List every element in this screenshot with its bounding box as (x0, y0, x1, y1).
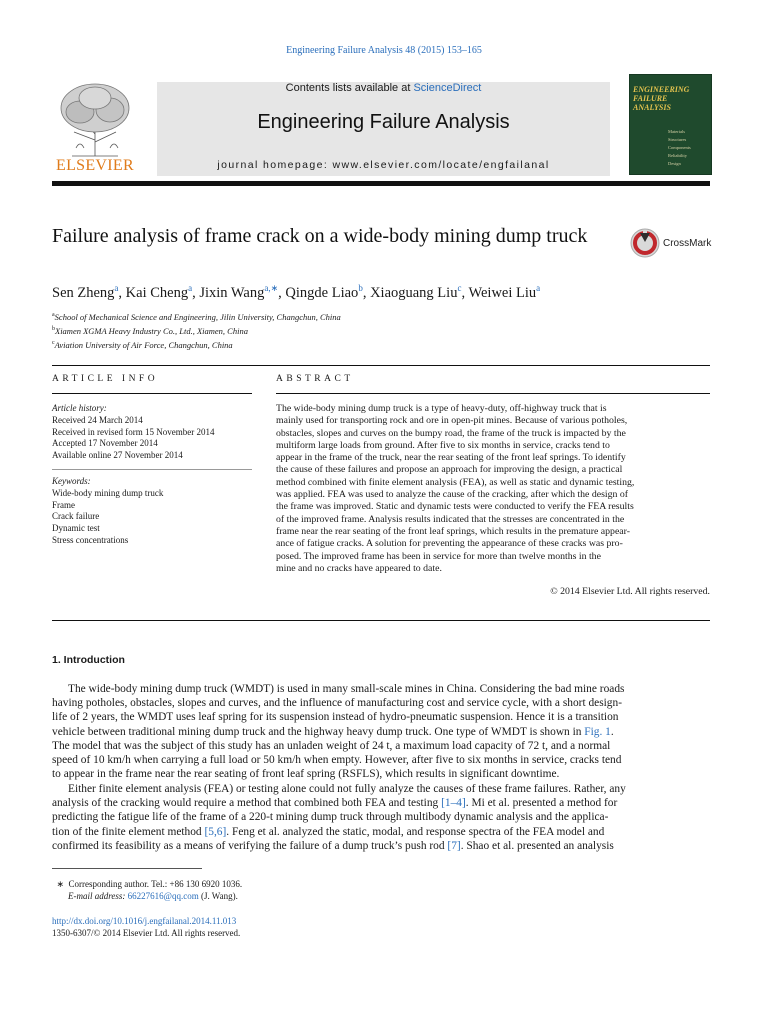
doi-link[interactable]: http://dx.doi.org/10.1016/j.engfailanal.2014.11.013 (52, 916, 237, 926)
reference-link[interactable]: [1–4] (441, 797, 466, 810)
email-label: E-mail address: (68, 891, 128, 901)
keyword: Dynamic test (52, 523, 100, 534)
cover-title-line: ENGINEERING (633, 85, 690, 94)
abstract-line: multiform large loads from ground. After five to six months in service, cracks tend to (276, 439, 610, 451)
body-line: speed of 10 km/h when carrying a full load or 50 km/h when empty. However, after five to six months in service, cracks tend (52, 754, 622, 767)
body-line-text: vehicle between traditional mining dump truck and the highway heavy dump truck. One type of WMDT is shown in (52, 725, 585, 738)
abstract-heading-divider (276, 393, 710, 394)
body-line-text: Either finite element analysis (FEA) or testing alone could not fully analyze the causes of these frame failures. Rather, any (68, 783, 626, 795)
affiliation-text: Xiamen XGMA Heavy Industry Co., Ltd., Xiamen, China (55, 325, 248, 336)
body-line-text: . Shao et al. presented an analysis (460, 839, 614, 852)
body-line: predicting the fatigue life of the frame of a 220-t mining dump truck through multibody dynamic analysis and the applica- (52, 811, 609, 824)
cover-topic: Structures (668, 137, 687, 142)
footnote-star-icon: ∗ (52, 879, 69, 889)
author-name[interactable]: Sen Zheng (52, 284, 115, 301)
cover-topic: Design (668, 161, 681, 166)
author-affil-mark[interactable]: c (457, 283, 462, 293)
affiliation (52, 323, 732, 337)
journal-homepage[interactable]: journal homepage: www.elsevier.com/locate/engfailanal (217, 159, 550, 171)
footnote-divider (52, 868, 202, 869)
body-line (52, 796, 710, 810)
author-name[interactable]: Weiwei Liu (468, 284, 537, 301)
history-item: Available online 27 November 2014 (52, 450, 183, 461)
abstract-line: appear in the frame of the truck, near the rear seating of the front leaf springs. To identify (276, 452, 626, 464)
body-line: life of 2 years, the WMDT uses leaf spring for its suspension instead of hydro-pneumatic suspension. Hence it is a transition (52, 711, 619, 724)
cover-title-line: ANALYSIS (633, 103, 671, 112)
email-note (68, 890, 238, 902)
affiliations (52, 309, 732, 350)
cover-topic: Components (668, 145, 691, 150)
abstract-line: the frame was improved. Static and dynamic tests were conducted to verify the FEA results (276, 501, 634, 513)
author-affil-mark[interactable]: b (358, 283, 363, 293)
body-line (52, 839, 710, 853)
cover-topic: Reliability (668, 153, 687, 158)
abstract-text (276, 403, 710, 575)
author-name[interactable]: Kai Cheng (125, 284, 189, 301)
crossmark-icon[interactable] (630, 228, 660, 258)
cover-topics (668, 128, 708, 168)
info-top-divider (52, 365, 710, 366)
cover-title-line: FAILURE (633, 94, 668, 103)
sciencedirect-link[interactable]: ScienceDirect (413, 82, 482, 94)
affiliation-mark: b (52, 325, 55, 332)
author-list: Sen Zheng$^a$, Kai Cheng$^a$, Jixin Wang$^{a,∗}$, Qingde Liao$^b$, Xiaoguang Liu$^c$, Weiwei Liu$^a$ (52, 283, 541, 301)
author-affil-mark[interactable]: a (114, 283, 119, 293)
body-line-text: . Feng et al. analyzed the static, modal, and response spectra of the FEA model and (226, 825, 605, 838)
article-info-heading: ARTICLE INFO (52, 374, 159, 384)
author-affil-mark[interactable]: a (188, 283, 193, 293)
body-line-text: analysis of the cracking would require a method that combined both FEA and testing (52, 797, 442, 810)
corresponding-text: Corresponding author. Tel.: +86 130 6920 1036. (68, 879, 243, 889)
history-item: Received 24 March 2014 (52, 414, 143, 425)
author-affil-mark[interactable]: a,∗ (264, 283, 279, 293)
reference-link[interactable]: [5,6] (204, 825, 227, 838)
article-info (52, 403, 252, 547)
keywords-label: Keywords: (52, 475, 91, 486)
intro-paragraph-1 (52, 682, 710, 781)
body-line-text: tion of the finite element method (52, 825, 205, 838)
body-line: having potholes, obstacles, slopes and curves, and the influence of manufacturing cost and service cycle, with a short design- (52, 697, 622, 710)
body-line-text: The wide-body mining dump truck (WMDT) is used in many small-scale mines in China. Considering the bad mine roads (68, 683, 625, 695)
keyword: Stress concentrations (52, 534, 129, 545)
contents-line (157, 82, 610, 94)
affiliation-mark: c (52, 339, 55, 346)
history-label: Article history: (52, 403, 107, 413)
affiliation-text: School of Mechanical Science and Engineering, Jilin University, Changchun, China (54, 311, 341, 322)
abstract-line: mainly used for transporting rock and ore in open-pit mines. Because of various potholes, (276, 415, 628, 427)
keyword: Wide-body mining dump truck (52, 487, 164, 498)
email-link[interactable]: 66227616@qq.com (127, 891, 199, 901)
publisher-name: ELSEVIER (56, 157, 134, 174)
abstract-heading: ABSTRACT (276, 374, 354, 384)
body-line (52, 782, 710, 796)
section-heading-introduction: 1. Introduction (52, 654, 125, 666)
body-line (52, 825, 710, 839)
author-name[interactable]: Jixin Wang (199, 284, 265, 301)
abstract-line: was applied. FEA was used to analyze the cause of the cracking, after which the design of (276, 489, 629, 501)
info-divider (52, 469, 252, 470)
keyword: Crack failure (52, 511, 100, 522)
abstract-line: frame near the rear seating of the front leaf springs, which results in the premature appear- (276, 525, 630, 537)
info-heading-divider (52, 393, 252, 394)
body-line (52, 682, 710, 696)
author-name[interactable]: Xiaoguang Liu (370, 284, 458, 301)
paper-title: Failure analysis of frame crack on a wide-body mining dump truck (52, 225, 588, 247)
journal-title: Engineering Failure Analysis (257, 111, 510, 133)
history-item: Accepted 17 November 2014 (52, 438, 158, 449)
abstract-line: posed. The improved frame has been in service for more than twelve months in the (276, 550, 601, 562)
abstract-copyright: © 2014 Elsevier Ltd. All rights reserved. (550, 586, 710, 597)
abstract-line: method combined with finite element analysis (FEA), as well as static and dynamic testing, (276, 476, 635, 488)
body-line: The model that was the subject of this study has an unladen weight of 24 t, a maximum load capacity of 72 t, and a normal (52, 739, 611, 752)
cover-topic: Materials (668, 129, 685, 134)
affiliation (52, 309, 732, 323)
corresponding-author-note (52, 878, 242, 890)
abstract-line: the cause of these failures and propose an approach for improving the design, a practical (276, 464, 623, 476)
abstract-line: The wide-body mining dump truck is a type of heavy-duty, off-highway truck that is (276, 403, 607, 414)
intro-paragraph-2 (52, 782, 710, 853)
abstract-bottom-divider (52, 620, 710, 621)
affiliation (52, 337, 732, 351)
keyword: Frame (52, 499, 75, 510)
abstract-line: of the improved frame. Analysis results indicated that the stresses are concentrated in the (276, 513, 625, 525)
contents-prefix: Contents lists available at (285, 82, 414, 94)
body-line-text: . Mi et al. presented a method for (465, 797, 618, 810)
crossmark-label[interactable]: CrossMark (663, 238, 712, 249)
history-item: Received in revised form 15 November 2014 (52, 426, 215, 437)
journal-reference[interactable]: Engineering Failure Analysis 48 (2015) 153–165 (286, 45, 482, 56)
body-line-text: confirmed its feasibility as a means of verifying the failure of a dump truck’s push rod (52, 839, 448, 852)
email-suffix: (J. Wang). (198, 891, 238, 901)
abstract-line: obstacles, slopes and curves on the bumpy road, the frame of the truck is impacted by the (276, 427, 626, 439)
body-line: vehicle between traditional mining dump truck and the highway heavy dump truck. One type of WMDT is shown in Fig. 1. (52, 725, 614, 738)
header-divider (52, 181, 710, 186)
affiliation-text: Aviation University of Air Force, Changchun, China (54, 339, 233, 350)
reference-link[interactable]: [7] (447, 839, 461, 852)
author-affil-mark[interactable]: a (536, 283, 541, 293)
author-name[interactable]: Qingde Liao (285, 284, 359, 301)
affiliation-mark: a (52, 312, 55, 318)
abstract-line: ance of fatigue cracks. A solution for preventing the appearance of these cracks was pro- (276, 538, 623, 550)
issn-line: 1350-6307/© 2014 Elsevier Ltd. All rights reserved. (52, 928, 241, 938)
cover-title (633, 85, 707, 112)
abstract-line: mine and no cracks have appeared to date. (276, 562, 442, 574)
figure-link[interactable]: Fig. 1 (584, 725, 611, 738)
body-line: to appear in the frame near the rear seating of front leaf spring (RSFLS), which results in significant downtime. (52, 768, 560, 781)
